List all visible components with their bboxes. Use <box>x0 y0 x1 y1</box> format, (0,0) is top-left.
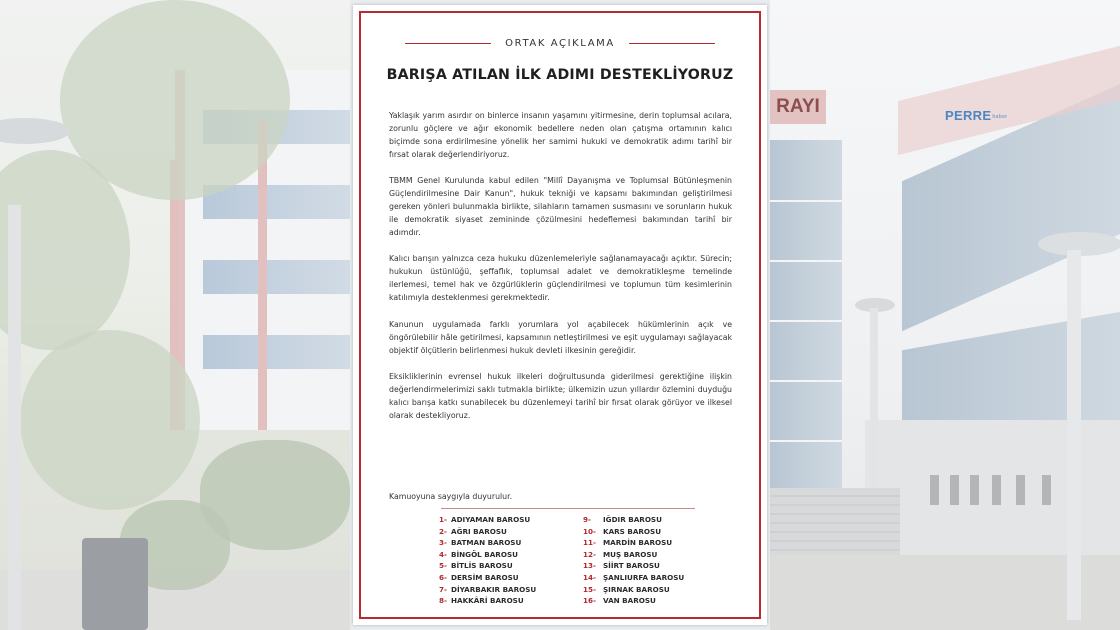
glass-facade <box>770 140 842 490</box>
joint-statement-document <box>353 5 767 625</box>
paragraph: Kalıcı barışın yalnızca ceza hukuku düzenlemeleriyle sağlanamayacağı açıktır. Sürecin; hukukun üstünlüğü, şeffaflık, toplumsal adalet ve demokratikleşme temelinde ilerlemesi, temel hak ve özgürlüklerin güçlendirilmesi ve toplumun tüm kesimlerinin katılımıyla desteklenmesi gerekmektedir. <box>389 254 732 303</box>
signatory-item: 7- DİYARBAKIR BAROSU <box>439 584 537 594</box>
kicker-label: ORTAK AÇIKLAMA <box>505 38 615 49</box>
closing-line: Kamuoyuna saygıyla duyurulur. <box>389 492 513 501</box>
paragraph: TBMM Genel Kurulunda kabul edilen "Millî Dayanışma ve Toplumsal Bütünleşmenin Güçlendirilmesine Dair Kanun", hukuk tekniği ve kapsamı bakımından geliştirilmesi gereken yönleri bulunmakla birlikte, silahların tamamen susmasını ve sorunların hukuk ile demokratik siyaset zemininde çözülmesini hedeflemesi bakımından tarihî bir adımdır. <box>389 176 732 238</box>
trash-bin <box>82 538 148 630</box>
signatory-item: 16- VAN BAROSU <box>583 596 656 606</box>
document-body <box>389 109 732 435</box>
tree-canopy <box>20 330 200 510</box>
signatory-list-left <box>439 514 536 607</box>
building-sign: RAYI <box>770 90 826 124</box>
document-title: BARIŞA ATILAN İLK ADIMI DESTEKLİYORUZ <box>386 67 734 83</box>
document-kicker <box>353 38 767 49</box>
street-lamp-pole <box>1067 250 1081 620</box>
street-lamp-head <box>0 118 70 144</box>
signatory-item: 1- ADIYAMAN BAROSU <box>439 515 531 524</box>
signatory-item: 11- MARDİN BAROSU <box>583 538 673 548</box>
signatory-item: 5- BİTLİS BAROSU <box>439 561 513 571</box>
street-lamp-pole <box>870 308 878 488</box>
street-lamp-pole <box>8 205 21 630</box>
signatory-item: 14- ŞANLIURFA BAROSU <box>583 572 685 582</box>
watermark-logo <box>945 108 1007 123</box>
background-photo-right <box>770 0 1120 630</box>
watermark-logo-text: PERRE <box>945 108 992 123</box>
signatory-item: 10- KARS BAROSU <box>583 526 662 536</box>
paragraph: Kanunun uygulamada farklı yorumlara yol açabilecek hükümlerinin açık ve öngörülebilir hâle getirilmesi, kapsamının netleştirilmesi ve eşit uygulamayı sağlayacak objektif ölçütlerin belirlenmesi hukuk devleti ilkesinin gereğidir. <box>389 319 732 355</box>
kicker-divider-left <box>405 43 491 45</box>
entrance-steps <box>770 488 900 558</box>
kicker-divider-right <box>629 43 715 45</box>
signatory-item: 13- SİİRT BAROSU <box>583 561 660 571</box>
paragraph: Eksikliklerinin evrensel hukuk ilkeleri doğrultusunda giderilmesi gerektiğine ilişkin değerlendirmelerimizi saklı tutmakla birlikte; ülkemizin uzun yıllardır özlemini duyduğu kalıcı barışa katkı sunabilecek bu düzenlemeyi tarihî bir fırsat olarak görüyor ve ilkesel olarak destekliyoruz. <box>389 371 732 420</box>
signatory-item: 3- BATMAN BAROSU <box>439 538 522 548</box>
signatory-list-right <box>583 514 684 607</box>
signature-divider <box>441 508 695 509</box>
signatory-item: 6- DERSİM BAROSU <box>439 572 519 582</box>
signatory-item: 8- HAKKÂRİ BAROSU <box>439 596 524 606</box>
signatory-item: 12- MUŞ BAROSU <box>583 549 658 559</box>
signatory-item: 4- BİNGÖL BAROSU <box>439 549 518 559</box>
signatory-item: 9- IĞDIR BAROSU <box>583 515 662 524</box>
background-photo-left <box>0 0 350 630</box>
signatory-item: 2- AĞRI BAROSU <box>439 526 507 536</box>
paragraph: Yaklaşık yarım asırdır on binlerce insanın yaşamını yitirmesine, derin toplumsal acılara, zorunlu göçlere ve ağır ekonomik bedellere neden olan çatışma ortamının kalıcı biçimde sona erdirilmesine yönelik her samimi hukuki ve demokratik adımı tarihî bir fırsat olarak değerlendiriyoruz. <box>389 111 732 159</box>
signatory-item: 15- ŞIRNAK BAROSU <box>583 584 670 594</box>
watermark-logo-subtext: haber <box>992 113 1008 120</box>
